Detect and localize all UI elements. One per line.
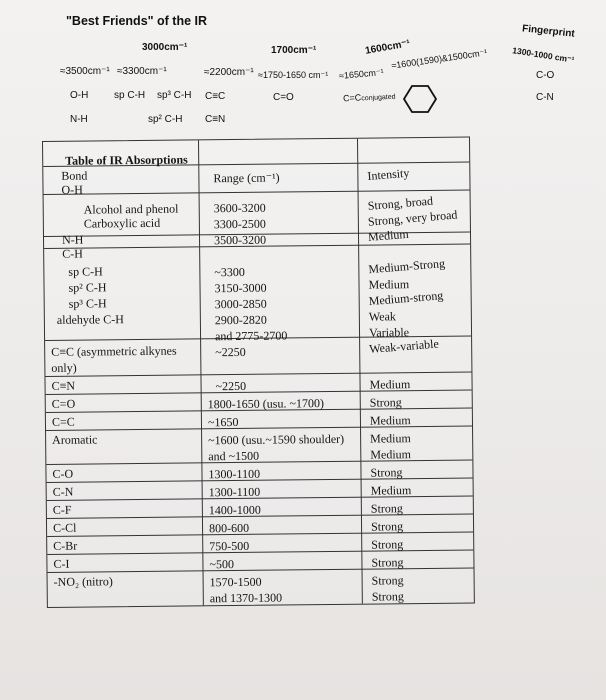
range-aromatic-2: and ~1500 [208, 448, 260, 464]
intensity-nitro-1: Strong [371, 573, 404, 588]
header-intensity: Intensity [366, 165, 410, 184]
ir-absorption-table [42, 137, 475, 608]
bond-alkyne-note: only) [51, 360, 77, 375]
intensity-sp3-ch: Medium-strong [368, 288, 444, 309]
approx-1650: ≈1650cm⁻¹ [338, 67, 385, 81]
intensity-aromatic-1: Medium [370, 431, 411, 446]
row-line [47, 550, 473, 555]
approx-3300: ≈3300cm⁻¹ [117, 66, 167, 77]
range-alkene: ~1650 [207, 414, 239, 430]
fingerprint-label: Fingerprint [521, 23, 576, 40]
range-nitrile: ~2250 [215, 378, 247, 394]
intensity-cn: Medium [370, 483, 412, 498]
approx-3500: ≈3500cm⁻¹ [60, 66, 110, 77]
bond-nh: N-H [61, 232, 84, 247]
range-aldehyde-1: 2900-2820 [214, 312, 267, 328]
intensity-co: Strong [370, 465, 403, 480]
bond-sp2-ch: sp² C-H [68, 280, 107, 295]
col-divider-1 [198, 140, 204, 605]
intensity-nh: Medium [367, 226, 410, 244]
intensity-nitro-2: Strong [371, 589, 404, 604]
range-aromatic-1: ~1600 (usu.~1590 shoulder) [208, 431, 345, 448]
intensity-cbr: Strong [371, 537, 404, 552]
range-cn: 1300-1100 [208, 484, 261, 500]
range-nitro-1: 1570-1500 [209, 574, 262, 590]
fingerprint-cn: C-N [536, 92, 554, 103]
range-ccl: 800-600 [208, 520, 250, 536]
bond-sp3-ch: sp³ C-H [68, 296, 107, 311]
bond-sp3-ch: sp³ C-H [157, 90, 192, 101]
intensity-alcohol: Strong, broad [367, 193, 434, 213]
intensity-sp-ch: Medium-Strong [367, 256, 446, 277]
intensity-ci: Strong [371, 555, 404, 570]
bond-alkyne: C≡C (asymmetric alkynes [51, 343, 177, 359]
range-ci: ~500 [209, 557, 235, 572]
range-sp-ch: ~3300 [214, 264, 245, 280]
approx-2200: ≈2200cm⁻¹ [204, 67, 254, 78]
bond-sp2-ch: sp² C-H [148, 114, 183, 125]
bond-ccl: C-Cl [52, 520, 77, 535]
bond-oh: O-H [70, 90, 89, 101]
intensity-aldehyde-2: Variable [368, 325, 410, 340]
intensity-carboxylic: Strong, very broad [367, 207, 458, 229]
intensity-nitrile: Medium [369, 377, 411, 392]
wavenumber-3000: 3000cm⁻¹ [142, 42, 188, 53]
bond-ch-heading: C-H [62, 246, 83, 261]
header-bond: Bond [61, 168, 88, 183]
range-aldehyde-2: and 2775-2700 [214, 328, 288, 344]
header-range: Range (cm⁻¹) [213, 170, 280, 186]
bond-cbr: C-Br [53, 538, 78, 553]
bond-alkene: C=C [51, 414, 75, 429]
intensity-cf: Strong [370, 501, 403, 516]
bond-ci: C-I [53, 556, 70, 571]
header-title: "Best Friends" of the IR [66, 14, 208, 28]
bond-c-triple-c: C≡C [205, 91, 226, 102]
intensity-alkyne: Weak-variable [368, 336, 440, 356]
bond-cn: C-N [52, 484, 74, 499]
bond-c-triple-n: C≡N [205, 114, 226, 125]
bond-nh: N-H [70, 114, 88, 125]
range-cf: 1400-1000 [208, 502, 261, 518]
bond-cf: C-F [52, 502, 72, 517]
benzene-ring-icon [403, 84, 437, 114]
range-nitro-2: and 1370-1300 [209, 590, 283, 606]
intensity-alkene: Medium [369, 413, 411, 428]
bond-aldehyde-ch: aldehyde C-H [56, 312, 124, 327]
intensity-carbonyl: Strong [369, 395, 402, 410]
range-alcohol: 3600-3200 [213, 200, 266, 216]
table-title: Table of IR Absorptions [65, 152, 188, 168]
range-carboxylic: 3300-2500 [213, 216, 266, 232]
conjugated-note: conjugated [361, 93, 396, 103]
bond-carbonyl: C=O [51, 396, 76, 411]
bond-cc-label: C=C [342, 92, 362, 104]
bond-oh-heading: O-H [61, 182, 83, 197]
bond-sp-ch: sp C-H [114, 90, 146, 101]
approx-1600-1500: ≈1600(1590)&1500cm⁻¹ [390, 47, 488, 71]
row-line [48, 568, 474, 573]
fingerprint-co: C-O [536, 70, 555, 81]
col-divider-2 [357, 139, 363, 604]
intensity-sp2-ch: Medium [368, 277, 410, 292]
range-cbr: 750-500 [209, 538, 250, 554]
approx-1750-1650: ≈1750-1650 cm⁻¹ [258, 70, 329, 80]
row-line [47, 532, 473, 537]
bond-nitrile: C≡N [51, 378, 76, 393]
bond-sp-ch: sp C-H [68, 264, 103, 279]
bond-alcohol: Alcohol and phenol [83, 201, 179, 217]
range-carbonyl: 1800-1650 (usu. ~1700) [207, 396, 324, 412]
range-co: 1300-1100 [208, 466, 261, 482]
range-alkyne: ~2250 [215, 344, 246, 360]
bond-c-double-o: C=O [273, 92, 294, 103]
bond-cc-conjugated [343, 91, 396, 104]
bond-aromatic: Aromatic [52, 432, 98, 447]
range-nh: 3500-3200 [213, 232, 267, 248]
intensity-ccl: Strong [370, 519, 404, 534]
wavenumber-1700: 1700cm⁻¹ [271, 45, 317, 56]
wavenumber-1600: 1600cm⁻¹ [364, 38, 411, 57]
bond-carboxylic: Carboxylic acid [83, 215, 161, 231]
intensity-aldehyde-1: Weak [368, 309, 396, 324]
range-sp3-ch: 3000-2850 [214, 296, 267, 312]
bond-nitro: -NO₂ (nitro) [53, 574, 113, 589]
bond-co: C-O [52, 466, 74, 481]
range-sp2-ch: 3150-3000 [214, 280, 267, 296]
intensity-aromatic-2: Medium [370, 447, 412, 462]
wavenumber-1300-1000: 1300-1000 cm⁻¹ [511, 45, 576, 65]
